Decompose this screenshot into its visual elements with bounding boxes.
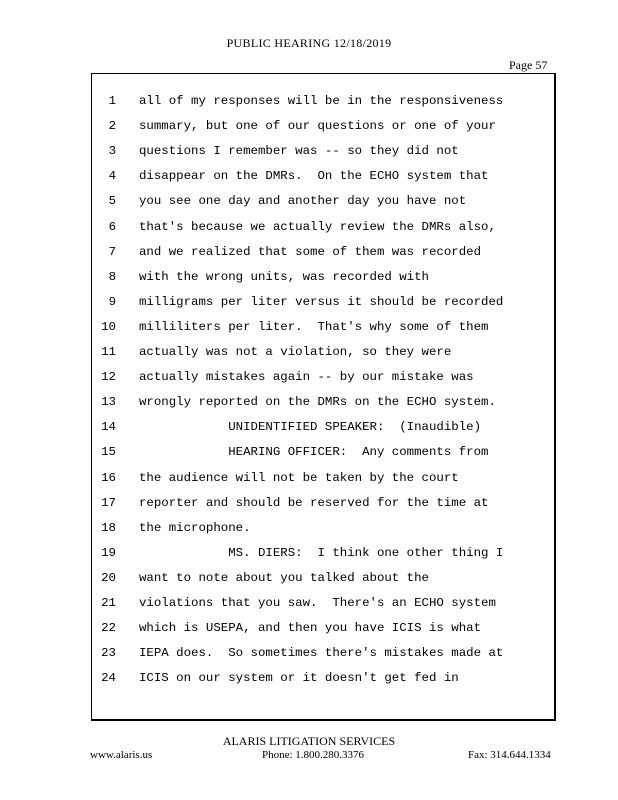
footer-website: www.alaris.us bbox=[90, 749, 153, 761]
transcript-line bbox=[0, 89, 618, 114]
line-number: 13 bbox=[101, 395, 116, 410]
transcript-line bbox=[0, 566, 618, 591]
line-number: 11 bbox=[101, 345, 116, 359]
line-number: 7 bbox=[108, 244, 116, 259]
transcript-line bbox=[0, 641, 618, 666]
line-number: 15 bbox=[101, 445, 116, 460]
line-text: HEARING OFFICER: Any comments from bbox=[139, 445, 489, 460]
line-text: and we realized that some of them was recorded bbox=[139, 244, 482, 259]
line-number: 20 bbox=[101, 570, 116, 585]
line-text: you see one day and another day you have not bbox=[139, 194, 467, 209]
line-number: 16 bbox=[101, 470, 116, 485]
line-text: IEPA does. So sometimes there's mistakes made at bbox=[139, 646, 504, 661]
transcript-line bbox=[0, 240, 618, 265]
line-text: actually mistakes again -- by our mistake was bbox=[139, 370, 474, 385]
line-number: 23 bbox=[101, 646, 116, 661]
line-number: 12 bbox=[101, 370, 116, 385]
transcript-line bbox=[0, 616, 618, 641]
line-text: the audience will not be taken by the court bbox=[139, 470, 459, 485]
footer-phone: Phone: 1.800.280.3376 bbox=[262, 749, 365, 761]
line-text: disappear on the DMRs. On the ECHO system that bbox=[139, 169, 489, 184]
transcript-line bbox=[0, 365, 618, 390]
line-text: want to note about you talked about the bbox=[139, 570, 429, 585]
line-text: violations that you saw. There's an ECHO system bbox=[139, 596, 496, 610]
line-text: ICIS on our system or it doesn't get fed in bbox=[139, 671, 459, 686]
page-number: Page 57 bbox=[509, 58, 548, 72]
line-number: 5 bbox=[108, 194, 116, 209]
transcript-line bbox=[0, 666, 618, 691]
line-number: 19 bbox=[101, 545, 116, 560]
footer-fax: Fax: 314.644.1334 bbox=[468, 749, 551, 761]
line-text: with the wrong units, was recorded with bbox=[139, 269, 429, 284]
transcript-line bbox=[0, 541, 618, 566]
transcript-line bbox=[0, 215, 618, 240]
transcript-line bbox=[0, 466, 618, 491]
line-text: summary, but one of our questions or one of your bbox=[139, 119, 496, 134]
line-number: 9 bbox=[108, 294, 116, 309]
footer-contact bbox=[0, 749, 618, 765]
header-title: PUBLIC HEARING 12/18/2019 bbox=[226, 36, 392, 50]
line-text: the microphone. bbox=[139, 520, 251, 535]
line-text: questions I remember was -- so they did not bbox=[139, 144, 459, 159]
line-text: actually was not a violation, so they were bbox=[139, 345, 452, 359]
line-text: which is USEPA, and then you have ICIS is what bbox=[139, 621, 482, 636]
line-number: 10 bbox=[101, 319, 116, 334]
line-number: 8 bbox=[108, 269, 116, 284]
line-text: MS. DIERS: I think one other thing I bbox=[139, 545, 504, 560]
line-text: wrongly reported on the DMRs on the ECHO system. bbox=[139, 395, 496, 410]
line-number: 17 bbox=[101, 495, 116, 510]
line-number: 24 bbox=[101, 671, 116, 686]
line-text: all of my responses will be in the responsiveness bbox=[139, 94, 504, 108]
transcript-line bbox=[0, 491, 618, 516]
line-text: UNIDENTIFIED SPEAKER: (Inaudible) bbox=[139, 420, 482, 435]
transcript-line bbox=[0, 440, 618, 465]
transcript-line bbox=[0, 139, 618, 164]
line-number: 22 bbox=[101, 621, 116, 636]
transcript-line bbox=[0, 315, 618, 340]
transcript-line bbox=[0, 591, 618, 616]
transcript-line bbox=[0, 114, 618, 139]
line-number: 6 bbox=[108, 219, 116, 234]
line-text: milliliters per liter. That's why some of them bbox=[139, 319, 489, 334]
transcript-line bbox=[0, 340, 618, 365]
line-number: 4 bbox=[108, 169, 116, 184]
line-number: 2 bbox=[108, 119, 116, 134]
line-number: 14 bbox=[101, 420, 116, 435]
transcript-line bbox=[0, 415, 618, 440]
footer-company: ALARIS LITIGATION SERVICES bbox=[222, 734, 396, 748]
transcript-line bbox=[0, 516, 618, 541]
transcript-line bbox=[0, 164, 618, 189]
transcript-line bbox=[0, 265, 618, 290]
transcript-line bbox=[0, 390, 618, 415]
line-number: 3 bbox=[108, 144, 116, 159]
line-number: 18 bbox=[101, 520, 116, 535]
line-text: reporter and should be reserved for the time at bbox=[139, 495, 489, 510]
line-text: milligrams per liter versus it should be recorded bbox=[139, 294, 504, 309]
line-number: 1 bbox=[108, 94, 116, 108]
transcript-line bbox=[0, 189, 618, 214]
transcript-line bbox=[0, 290, 618, 315]
line-number: 21 bbox=[101, 596, 116, 610]
line-text: that's because we actually review the DMRs also, bbox=[139, 219, 496, 234]
